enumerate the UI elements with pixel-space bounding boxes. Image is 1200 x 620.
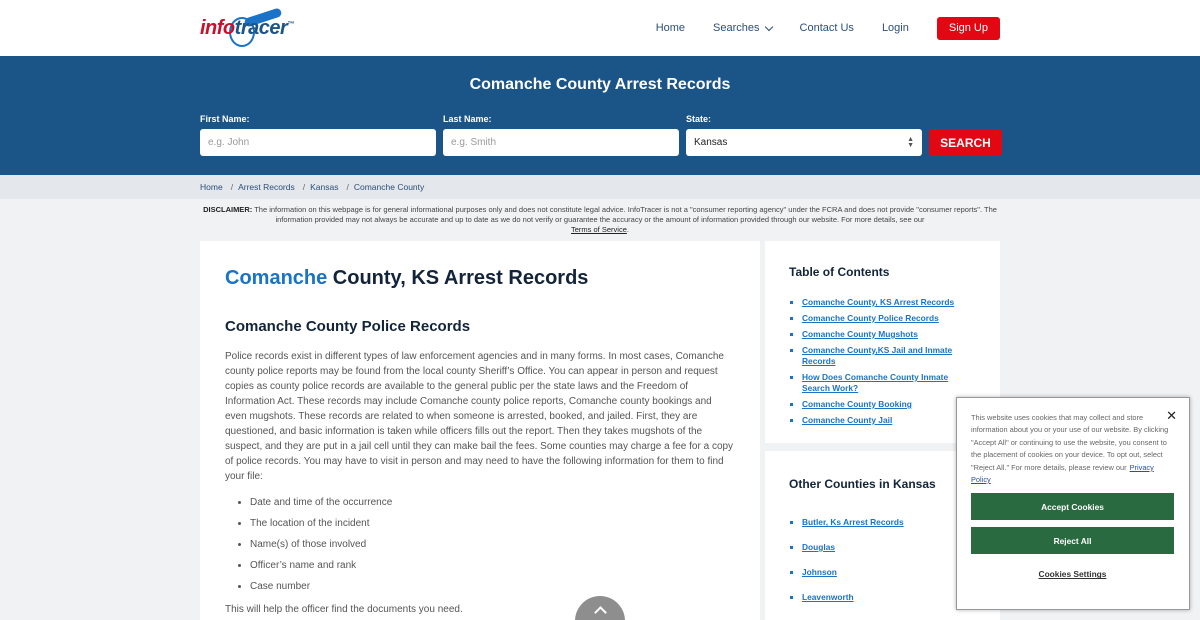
nav-contact-us[interactable]: Contact Us xyxy=(799,22,854,34)
breadcrumb-home[interactable]: Home xyxy=(200,182,223,192)
top-nav-bar xyxy=(0,0,1200,58)
breadcrumb xyxy=(0,175,1200,199)
first-name-label: First Name: xyxy=(200,114,250,124)
county-link[interactable]: Johnson xyxy=(802,567,837,577)
county-link[interactable]: Butler, Ks Arrest Records xyxy=(802,517,904,527)
section-title-police-records: Comanche County Police Records xyxy=(225,318,471,335)
chevron-down-icon xyxy=(764,22,772,30)
select-updown-icon: ▲ ▼ xyxy=(907,135,914,149)
nav-home[interactable]: Home xyxy=(655,22,686,34)
disclaimer xyxy=(200,205,1000,235)
article xyxy=(200,241,760,620)
toc-link[interactable]: Comanche County,KS Jail and Inmate Records xyxy=(802,345,953,366)
page-title xyxy=(225,267,735,290)
breadcrumb-arrest-records[interactable]: Arrest Records xyxy=(238,182,295,192)
list-item: • Officer’s name and rank xyxy=(250,560,735,571)
first-name-input[interactable]: e.g. John xyxy=(200,129,436,156)
county-link[interactable]: Leavenworth xyxy=(802,592,854,602)
disclaimer-end: . xyxy=(626,225,629,234)
breadcrumb-separator: / xyxy=(346,182,349,192)
cookie-text xyxy=(971,412,1186,486)
search-button[interactable]: SEARCH xyxy=(929,129,1002,156)
cookies-settings-button[interactable]: Cookies Settings xyxy=(1038,569,1107,580)
last-name-input[interactable]: e.g. Smith xyxy=(443,129,679,156)
state-selected-value: Kansas xyxy=(694,137,728,148)
logo-text-info: info xyxy=(200,16,235,39)
toc-link[interactable]: Comanche County Jail xyxy=(802,415,893,425)
last-name-label: Last Name: xyxy=(443,114,492,124)
main-nav xyxy=(628,17,1000,40)
cookie-message: This website uses cookies that may collect and store information about you or your use of our website. By clicking "Accept All" or continuing to use the website, you consent to the placement of cookies on your device. To opt out, select "Reject All." For more details, please review our xyxy=(971,413,1169,472)
page-title-accent: Comanche xyxy=(225,267,328,289)
police-records-paragraph: Police records exist in different types of law enforcement agencies and in many forms. In most cases, Comanche county police reports may be found from the local county Sheriff’s Office. You can appear in person and request copies as county police records are available to the general public per the state laws and the Freedom of Information Act. These records may include Comanche county police reports, Comanche county bookings and even mugshots. These records are related to when someone is arrested, booked, and jailed. First, they are questioned, and basic information is taken while officers fills out the report. Then they takes mugshots of the suspect, and they are put in a jail cell until they can make bail the fees. Some counties may charge a fee for a copy of police records. You may have to visit in person and may need to have the following information for them to find your file: xyxy=(225,351,734,482)
nav-searches[interactable] xyxy=(713,22,771,34)
list-item: • Name(s) of those involved xyxy=(250,539,735,550)
chevron-up-icon xyxy=(594,606,607,619)
state-select[interactable] xyxy=(686,129,922,156)
list-item: • The location of the incident xyxy=(250,518,735,529)
list-item: • Date and time of the occurrence xyxy=(250,497,735,508)
reject-all-button[interactable]: Reject All xyxy=(971,527,1174,554)
logo-trademark: ™ xyxy=(287,20,294,28)
toc-title: Table of Contents xyxy=(789,265,890,279)
after-list-paragraph: This will help the officer find the documents you need. xyxy=(225,604,463,615)
required-info-list xyxy=(250,497,735,592)
people-search-form xyxy=(200,114,1000,156)
nav-searches-label: Searches xyxy=(713,22,760,34)
cookie-consent-dialog xyxy=(956,397,1190,610)
disclaimer-text: The information on this webpage is for general informational purposes only and does not constitute legal advice. InfoTracer is not a "consumer reporting agency" under the FCRA and does not provide "consumer reports". The information provided may not always be accurate and up to date as we do not verify or guarantee the accuracy or the amount of information provided through our website. For more details, see our xyxy=(254,205,997,224)
close-icon[interactable]: ✕ xyxy=(1166,408,1177,423)
main-area xyxy=(200,241,1000,620)
state-field-group xyxy=(686,114,922,156)
first-name-field-group xyxy=(200,114,436,156)
sign-up-button[interactable]: Sign Up xyxy=(937,17,1000,40)
breadcrumb-kansas[interactable]: Kansas xyxy=(310,182,339,192)
toc-link[interactable]: Comanche County Booking xyxy=(802,399,912,409)
page-title-rest: County, KS Arrest Records xyxy=(327,267,589,289)
breadcrumb-current: Comanche County xyxy=(353,182,425,192)
breadcrumb-separator: / xyxy=(302,182,306,192)
accept-cookies-button[interactable]: Accept Cookies xyxy=(971,493,1174,520)
toc-link[interactable]: Comanche County, KS Arrest Records xyxy=(802,297,955,307)
logo-text-tracer: tracer xyxy=(234,16,288,39)
nav-login[interactable]: Login xyxy=(881,22,909,34)
other-counties-title: Other Counties in Kansas xyxy=(789,477,936,491)
disclaimer-label: DISCLAIMER: xyxy=(203,205,253,214)
toc-link[interactable]: How Does Comanche County Inmate Search Work? xyxy=(802,372,949,393)
toc-link[interactable]: Comanche County Mugshots xyxy=(802,329,918,339)
infotracer-logo[interactable] xyxy=(200,5,310,51)
hero-title: Comanche County Arrest Records xyxy=(469,76,731,93)
privacy-policy-link[interactable]: Privacy Policy xyxy=(971,462,1154,485)
list-item: • Case number xyxy=(250,581,735,592)
county-link[interactable]: Douglas xyxy=(802,542,836,552)
toc-link[interactable]: Comanche County Police Records xyxy=(802,313,939,323)
breadcrumb-separator: / xyxy=(230,182,234,192)
state-label: State: xyxy=(686,114,712,124)
terms-of-service-link[interactable]: Terms of Service xyxy=(571,225,627,234)
last-name-field-group xyxy=(443,114,679,156)
search-hero xyxy=(0,58,1200,175)
